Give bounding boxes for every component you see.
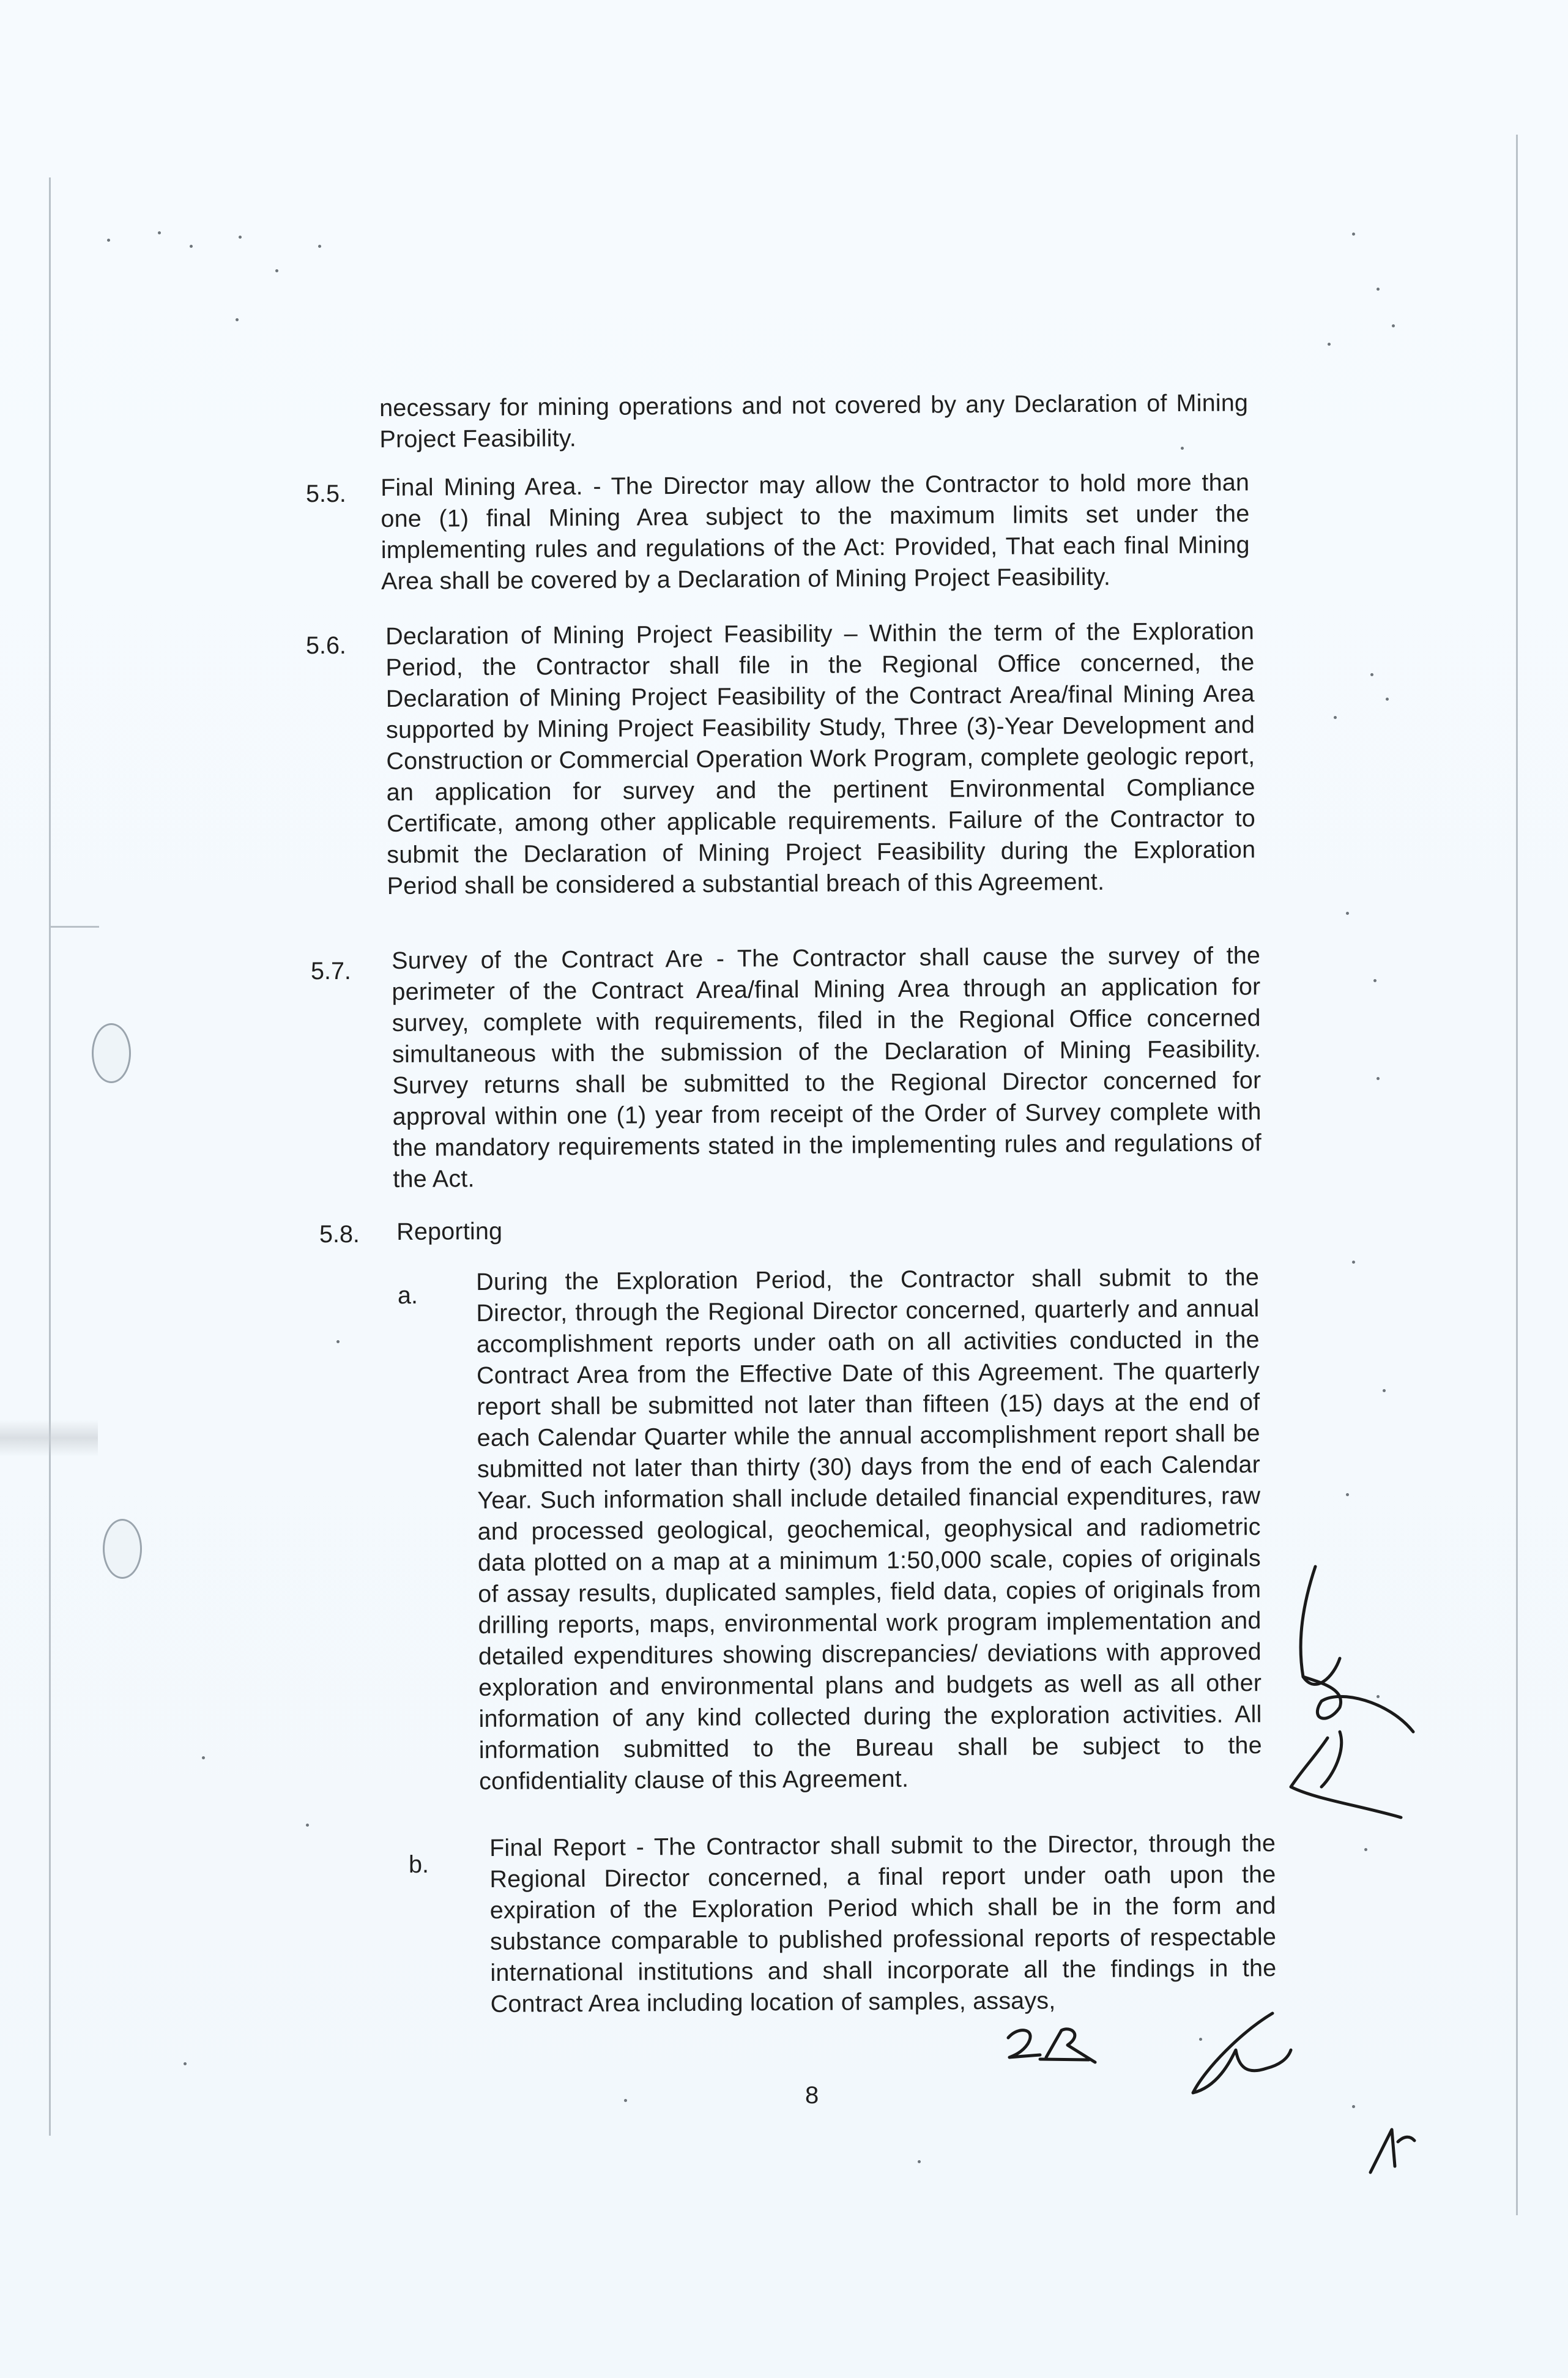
scan-speck: [1364, 1848, 1367, 1851]
scan-speck: [1334, 716, 1337, 719]
scan-speck: [1386, 698, 1389, 701]
scan-speck: [158, 231, 161, 234]
scan-speck: [918, 2160, 921, 2163]
page-number: 8: [805, 2082, 819, 2109]
scan-speck: [236, 318, 239, 321]
corner-mark: [1364, 2117, 1419, 2179]
scan-speck: [1352, 233, 1355, 236]
right-scan-edge: [1516, 135, 1518, 2215]
scan-speck: [1346, 1493, 1349, 1496]
section-number: 5.8.: [319, 1221, 360, 1248]
scan-speck: [239, 236, 242, 239]
section-5-6-text: Declaration of Mining Project Feasibility – Within the term of the Exploration Period, the Contractor shall file in the Regional Office concerned, the Declaration of Mining Project Feasibility of the Contract Area/final Mining Area supported by Mining Project Feasibility Study, Three (3)-Year Development and Construction or Commercial Operation Work Program, complete geologic report, an application for survey and the pertinent Environmental Compliance Certificate, among other applicable requirements. Failure of the Contractor to submit the Declaration of Mining Project Feasibility during the Exploration Period shall be considered a substantial breach of this Agreement.: [385, 617, 1256, 900]
signature-bottom: [1181, 2007, 1303, 2105]
scan-speck: [275, 269, 278, 272]
section-number: 5.7.: [311, 958, 351, 985]
scan-speck: [306, 1824, 309, 1827]
section-5-7-text: Survey of the Contract Are - The Contractor shall cause the survey of the perimeter of the Contract Area/final Mining Area through an application for survey, complete with requirements, filed in the Regional Office concerned simultaneous with the submission of the Declaration of Mining Feasibility. Survey returns shall be submitted to the Regional Director concerned for approval within one (1) year from receipt of the Order of Survey complete with the mandatory requirements stated in the implementing rules and regulations of the Act.: [392, 942, 1262, 1193]
punch-hole-upper: [92, 1023, 131, 1083]
subsection-letter: a.: [398, 1282, 418, 1309]
scan-speck: [1346, 912, 1349, 915]
scan-speck: [1352, 1261, 1355, 1264]
section-number: 5.5.: [306, 480, 346, 507]
scan-speck: [184, 2062, 187, 2065]
subsection-letter: b.: [409, 1851, 429, 1878]
scan-speck: [1370, 673, 1373, 676]
binder-shadow: [0, 1420, 98, 1456]
scan-speck: [1373, 979, 1377, 982]
scan-speck: [1352, 2105, 1355, 2108]
scan-speck: [1383, 1389, 1386, 1392]
scan-speck: [1377, 1077, 1380, 1080]
left-tab-line: [50, 926, 99, 928]
subsection-b-text: Final Report - The Contractor shall submit to the Director, through the Regional Director concerned, a final report under oath upon the expiration of the Exploration Period which shall be in the form and substance comparable to published professional reports of respectable international institutions and shall incorporate all the findings in the Contract Area including location of samples, assays,: [489, 1830, 1277, 2018]
scan-speck: [190, 245, 193, 248]
scan-speck: [1377, 288, 1380, 291]
scan-speck: [336, 1340, 340, 1343]
section-number: 5.6.: [306, 632, 346, 659]
scan-speck: [1392, 324, 1395, 327]
scan-speck: [107, 239, 110, 242]
subsection-a-text: During the Exploration Period, the Contractor shall submit to the Director, through the Regional Director concerned, quarterly and annual accomplishment reports under oath on all activities conducted in the Contract Area from the Effective Date of this Agreement. The quarterly report shall be submitted not later than fifteen (15) days at the end of each Calendar Quarter while the annual accomplishment report shall be submitted not later than thirty (30) days from the end of each Calendar Year. Such information shall include detailed financial expenditures, raw and processed geological, geochemical, geophysical and radiometric data plotted on a map at a minimum 1:50,000 scale, copies of originals of assay results, duplicated samples, field data, copies of originals from drilling reports, maps, environmental work program implementation and detailed expenditures showing discrepancies/ deviations with approved exploration and environmental plans and budgets as well as all other information of any kind collected during the exploration activities. All information submitted to the Bureau shall be subject to the confidentiality clause of this Agreement.: [476, 1264, 1262, 1795]
scan-speck: [1328, 343, 1331, 346]
section-5-5-text: Final Mining Area. - The Director may allow the Contractor to hold more than one (1) final Mining Area subject to the maximum limits set under the implementing rules and regulations of the Act: Provided, That each final Mining Area shall be covered by a Declaration of Mining Project Feasibility.: [381, 469, 1250, 595]
initials-2r: [1003, 2019, 1107, 2074]
signature-right-margin: [1266, 1554, 1425, 1830]
continuation-paragraph: necessary for mining operations and not covered by any Declaration of Mining Project Feasibility.: [379, 389, 1249, 453]
left-scan-edge: [49, 177, 51, 2136]
scan-speck: [624, 2099, 627, 2102]
section-5-8-heading: Reporting: [396, 1217, 503, 1245]
scan-speck: [202, 1756, 205, 1759]
punch-hole-lower: [103, 1519, 142, 1579]
scan-speck: [318, 245, 321, 248]
